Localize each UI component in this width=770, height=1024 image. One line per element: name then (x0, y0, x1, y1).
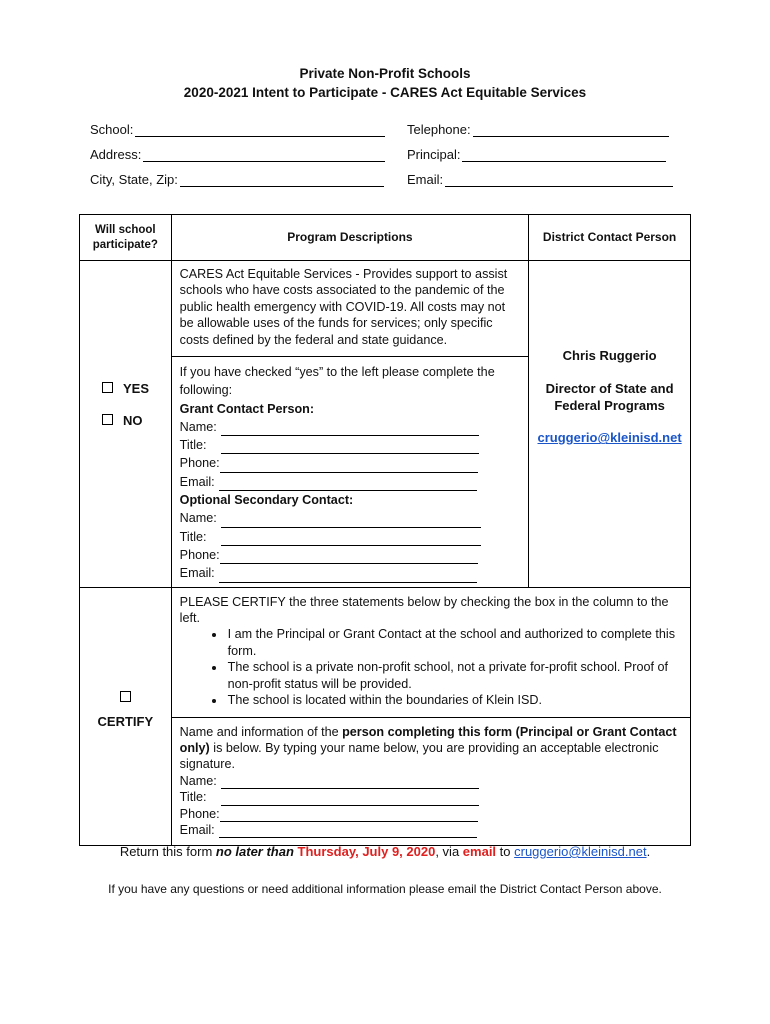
certify-intro: PLEASE CERTIFY the three statements below by checking the box in the column to the left. (179, 594, 669, 625)
email-label: Email: (407, 172, 444, 187)
completer-phone-label: Phone: (179, 806, 220, 821)
secondary-email-label: Email: (179, 566, 215, 581)
address-input[interactable] (143, 148, 385, 162)
contact-cell (529, 261, 691, 588)
if-yes-instructions: If you have checked “yes” to the left please complete the following: (179, 365, 495, 398)
return-date: Thursday, July 9, 2020 (297, 844, 436, 859)
certify-statements (171, 587, 690, 717)
school-input[interactable] (135, 123, 385, 137)
completer-email-label: Email: (179, 823, 215, 837)
telephone-field (407, 122, 669, 137)
grant-phone-label: Phone: (179, 456, 220, 471)
secondary-phone-label: Phone: (179, 547, 220, 562)
statement-item: • The school is a private non-profit school, not a private for-profit school. Proof of non-profit status will be provided. (226, 659, 682, 692)
completer-instructions (180, 724, 682, 773)
col-header-contact: District Contact Person (529, 215, 691, 261)
return-email-link[interactable]: cruggerio@kleinisd.net (514, 844, 647, 859)
statement-item: • The school is located within the boundaries of Klein ISD. (226, 692, 682, 708)
secondary-email-row (180, 564, 521, 582)
completer-post: is below. By typing your name below, you are providing an acceptable electronic signature. (179, 740, 659, 772)
grant-email-input[interactable] (219, 478, 477, 491)
principal-label: Principal: (407, 147, 461, 162)
questions-note: If you have any questions or need additional information please email the District Contact Person above. (108, 882, 662, 896)
city-label: City, State, Zip: (90, 172, 178, 187)
return-instructions (0, 844, 770, 859)
yes-label: YES (123, 381, 150, 396)
principal-input[interactable] (462, 148, 666, 162)
statement-item: • I am the Principal or Grant Contact at the school and authorized to complete this form. (226, 626, 682, 659)
participate-cell (80, 261, 172, 588)
school-label: School: (90, 122, 134, 137)
yes-checkbox[interactable] (102, 382, 113, 393)
contact-email-link[interactable]: cruggerio@kleinisd.net (537, 430, 682, 446)
school-field (90, 122, 385, 137)
email-input[interactable] (445, 173, 673, 187)
grant-email-label: Email: (179, 474, 215, 489)
completer-title-input[interactable] (221, 793, 479, 806)
certify-cell (80, 587, 172, 845)
completer-phone-input[interactable] (220, 809, 478, 822)
return-method: email (462, 844, 497, 859)
grant-title-input[interactable] (221, 441, 479, 454)
secondary-title-label: Title: (179, 529, 207, 544)
col-header-program: Program Descriptions (171, 215, 529, 261)
page-subtitle: 2020-2021 Intent to Participate - CARES Act Equitable Services (183, 85, 587, 100)
telephone-label: Telephone: (407, 122, 471, 137)
completer-bold: person completing this form (Principal or Grant Contact only) (179, 724, 677, 755)
return-to: to (496, 844, 515, 859)
city-field (90, 172, 384, 187)
grant-name-input[interactable] (221, 423, 479, 436)
grant-title-label: Title: (179, 438, 207, 453)
secondary-title-input[interactable] (221, 533, 481, 546)
completer-email-input[interactable] (219, 825, 477, 838)
completer-phone-row (180, 806, 682, 822)
secondary-email-input[interactable] (219, 570, 477, 583)
completer-name-row (180, 773, 682, 789)
program-description: CARES Act Equitable Services - Provides support to assist schools who have costs associated to the pandemic of the public health emergency with COVID-19. All costs may not be allowable uses of the funds for services; only specific costs defined by the federal and state guidance. (171, 261, 529, 357)
certify-checkbox[interactable] (120, 691, 131, 702)
grant-name-row (180, 418, 521, 436)
grant-phone-row (180, 454, 521, 472)
completer-email-row (180, 822, 682, 838)
secondary-name-row (180, 509, 521, 527)
completer-pre: Name and information of the (179, 724, 343, 739)
col-header-participate: Will school participate? (80, 215, 172, 261)
secondary-phone-row (180, 546, 521, 564)
email-field (407, 172, 673, 187)
address-label: Address: (90, 147, 142, 162)
secondary-name-label: Name: (179, 511, 217, 526)
contact-title: Director of State and Federal Programs (545, 381, 674, 414)
yes-option[interactable] (102, 381, 171, 397)
completer-section (171, 717, 690, 845)
grant-email-row (180, 473, 521, 491)
principal-field (407, 147, 666, 162)
no-option[interactable] (102, 413, 171, 429)
address-field (90, 147, 385, 162)
return-mid: , via (435, 844, 463, 859)
certify-label: CERTIFY (97, 713, 154, 729)
completer-name-label: Name: (179, 773, 217, 788)
secondary-name-input[interactable] (221, 515, 481, 528)
page-title: Private Non-Profit Schools (299, 66, 471, 81)
grant-title-row (180, 436, 521, 454)
telephone-input[interactable] (473, 123, 669, 137)
return-deadline: no later than (215, 844, 294, 859)
grant-name-label: Name: (179, 419, 217, 434)
completer-title-row (180, 789, 682, 805)
contact-name: Chris Ruggerio (562, 348, 657, 363)
city-input[interactable] (180, 173, 384, 187)
secondary-contact-heading: Optional Secondary Contact: (179, 493, 354, 508)
completer-title-label: Title: (179, 790, 207, 805)
secondary-phone-input[interactable] (220, 551, 478, 564)
completer-name-input[interactable] (221, 776, 479, 789)
grant-contact-heading: Grant Contact Person: (179, 401, 315, 416)
contact-entry-section (171, 357, 529, 588)
no-checkbox[interactable] (102, 414, 113, 425)
grant-phone-input[interactable] (220, 460, 478, 473)
statement-list (180, 626, 682, 708)
secondary-title-row (180, 528, 521, 546)
no-label: NO (123, 413, 143, 429)
return-pre: Return this form (119, 844, 216, 859)
participation-table (79, 214, 691, 846)
return-end: . (646, 844, 651, 859)
